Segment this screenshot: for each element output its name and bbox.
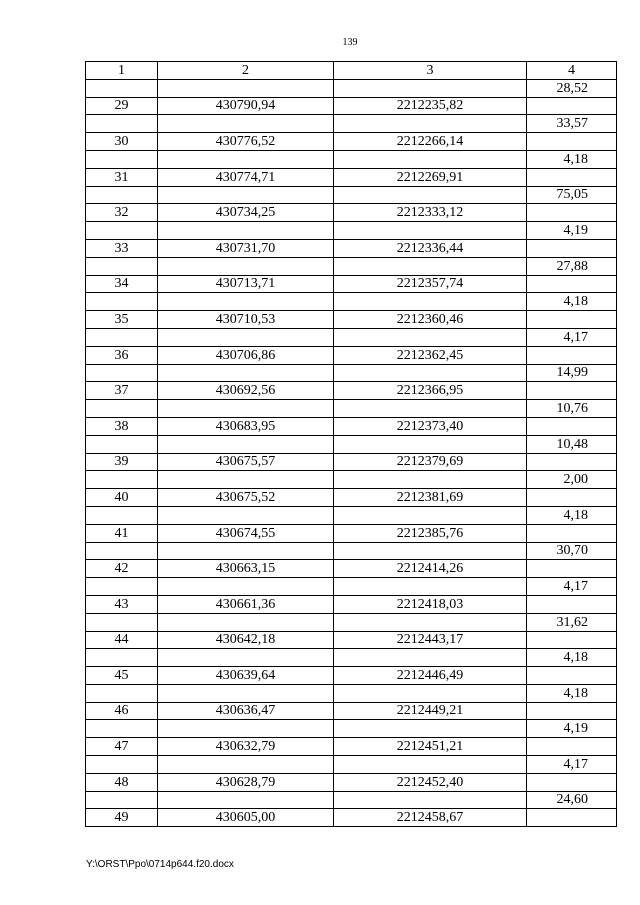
y-coordinate-cell: 2212333,12 <box>334 204 527 222</box>
distance-cell <box>527 773 617 791</box>
y-coordinate-cell <box>334 186 527 204</box>
y-coordinate-cell: 2212451,21 <box>334 738 527 756</box>
y-coordinate-cell: 2212449,21 <box>334 702 527 720</box>
point-number-cell <box>86 471 158 489</box>
y-coordinate-cell <box>334 756 527 774</box>
y-coordinate-cell <box>334 578 527 596</box>
distance-cell <box>527 97 617 115</box>
x-coordinate-cell: 430731,70 <box>158 239 334 257</box>
distance-cell <box>527 133 617 151</box>
distance-cell: 75,05 <box>527 186 617 204</box>
point-number-cell <box>86 79 158 97</box>
x-coordinate-cell <box>158 400 334 418</box>
table-row <box>86 631 617 649</box>
x-coordinate-cell: 430683,95 <box>158 417 334 435</box>
distance-cell: 10,76 <box>527 400 617 418</box>
table-row <box>86 204 617 222</box>
table-row <box>86 168 617 186</box>
table-row <box>86 578 617 596</box>
x-coordinate-cell: 430790,94 <box>158 97 334 115</box>
point-number-cell <box>86 293 158 311</box>
table-row <box>86 150 617 168</box>
x-coordinate-cell <box>158 471 334 489</box>
y-coordinate-cell: 2212414,26 <box>334 560 527 578</box>
y-coordinate-cell <box>334 293 527 311</box>
y-coordinate-cell: 2212266,14 <box>334 133 527 151</box>
y-coordinate-cell <box>334 471 527 489</box>
point-number-cell <box>86 257 158 275</box>
distance-cell <box>527 311 617 329</box>
table-row <box>86 417 617 435</box>
y-coordinate-cell <box>334 400 527 418</box>
distance-cell: 4,19 <box>527 222 617 240</box>
x-coordinate-cell: 430706,86 <box>158 346 334 364</box>
x-coordinate-cell <box>158 293 334 311</box>
point-number-cell: 33 <box>86 239 158 257</box>
distance-cell <box>527 667 617 685</box>
coordinates-table-body <box>86 62 617 827</box>
point-number-cell <box>86 506 158 524</box>
table-row <box>86 186 617 204</box>
table-row <box>86 346 617 364</box>
coordinates-table <box>85 61 617 827</box>
distance-cell <box>527 702 617 720</box>
point-number-cell: 29 <box>86 97 158 115</box>
x-coordinate-cell <box>158 257 334 275</box>
column-header-2: 2 <box>158 62 334 80</box>
point-number-cell: 36 <box>86 346 158 364</box>
x-coordinate-cell <box>158 115 334 133</box>
y-coordinate-cell: 2212446,49 <box>334 667 527 685</box>
point-number-cell: 46 <box>86 702 158 720</box>
table-row <box>86 738 617 756</box>
x-coordinate-cell <box>158 578 334 596</box>
y-coordinate-cell <box>334 613 527 631</box>
table-row <box>86 400 617 418</box>
distance-cell: 30,70 <box>527 542 617 560</box>
table-row <box>86 275 617 293</box>
x-coordinate-cell: 430734,25 <box>158 204 334 222</box>
y-coordinate-cell: 2212373,40 <box>334 417 527 435</box>
table-row <box>86 293 617 311</box>
x-coordinate-cell: 430642,18 <box>158 631 334 649</box>
x-coordinate-cell <box>158 756 334 774</box>
table-row <box>86 115 617 133</box>
x-coordinate-cell: 430675,52 <box>158 489 334 507</box>
y-coordinate-cell <box>334 364 527 382</box>
distance-cell <box>527 524 617 542</box>
distance-cell <box>527 204 617 222</box>
table-row <box>86 506 617 524</box>
distance-cell: 10,48 <box>527 435 617 453</box>
table-row <box>86 524 617 542</box>
distance-cell <box>527 168 617 186</box>
y-coordinate-cell: 2212452,40 <box>334 773 527 791</box>
distance-cell <box>527 489 617 507</box>
x-coordinate-cell <box>158 328 334 346</box>
point-number-cell <box>86 328 158 346</box>
table-row <box>86 239 617 257</box>
x-coordinate-cell <box>158 79 334 97</box>
x-coordinate-cell <box>158 542 334 560</box>
y-coordinate-cell: 2212458,67 <box>334 809 527 827</box>
distance-cell <box>527 239 617 257</box>
document-file-path: Y:\ORST\Ppo\0714p644.f20.docx <box>86 859 234 870</box>
x-coordinate-cell <box>158 720 334 738</box>
table-row <box>86 756 617 774</box>
y-coordinate-cell: 2212418,03 <box>334 595 527 613</box>
table-row <box>86 97 617 115</box>
distance-cell: 27,88 <box>527 257 617 275</box>
y-coordinate-cell <box>334 222 527 240</box>
x-coordinate-cell <box>158 222 334 240</box>
y-coordinate-cell: 2212362,45 <box>334 346 527 364</box>
table-row <box>86 311 617 329</box>
table-row <box>86 453 617 471</box>
table-row <box>86 364 617 382</box>
y-coordinate-cell <box>334 649 527 667</box>
point-number-cell <box>86 542 158 560</box>
column-header-4: 4 <box>527 62 617 80</box>
y-coordinate-cell: 2212366,95 <box>334 382 527 400</box>
table-row <box>86 649 617 667</box>
distance-cell <box>527 346 617 364</box>
distance-cell: 4,18 <box>527 684 617 702</box>
distance-cell: 4,17 <box>527 756 617 774</box>
y-coordinate-cell <box>334 684 527 702</box>
point-number-cell: 38 <box>86 417 158 435</box>
point-number-cell: 39 <box>86 453 158 471</box>
distance-cell <box>527 560 617 578</box>
column-header-1: 1 <box>86 62 158 80</box>
column-header-3: 3 <box>334 62 527 80</box>
x-coordinate-cell: 430713,71 <box>158 275 334 293</box>
point-number-cell <box>86 613 158 631</box>
y-coordinate-cell: 2212381,69 <box>334 489 527 507</box>
x-coordinate-cell <box>158 150 334 168</box>
y-coordinate-cell <box>334 506 527 524</box>
point-number-cell <box>86 364 158 382</box>
x-coordinate-cell: 430710,53 <box>158 311 334 329</box>
y-coordinate-cell <box>334 115 527 133</box>
distance-cell: 31,62 <box>527 613 617 631</box>
x-coordinate-cell: 430605,00 <box>158 809 334 827</box>
x-coordinate-cell: 430692,56 <box>158 382 334 400</box>
y-coordinate-cell <box>334 328 527 346</box>
distance-cell: 4,17 <box>527 578 617 596</box>
x-coordinate-cell: 430776,52 <box>158 133 334 151</box>
point-number-cell <box>86 756 158 774</box>
table-row <box>86 720 617 738</box>
x-coordinate-cell <box>158 186 334 204</box>
distance-cell: 4,18 <box>527 506 617 524</box>
y-coordinate-cell <box>334 542 527 560</box>
x-coordinate-cell <box>158 435 334 453</box>
point-number-cell: 42 <box>86 560 158 578</box>
y-coordinate-cell <box>334 257 527 275</box>
y-coordinate-cell <box>334 150 527 168</box>
point-number-cell: 32 <box>86 204 158 222</box>
point-number-cell: 31 <box>86 168 158 186</box>
point-number-cell: 34 <box>86 275 158 293</box>
point-number-cell <box>86 435 158 453</box>
table-row <box>86 791 617 809</box>
distance-cell <box>527 275 617 293</box>
point-number-cell <box>86 222 158 240</box>
distance-cell: 4,19 <box>527 720 617 738</box>
point-number-cell: 37 <box>86 382 158 400</box>
point-number-cell <box>86 649 158 667</box>
table-row <box>86 328 617 346</box>
distance-cell: 4,17 <box>527 328 617 346</box>
y-coordinate-cell: 2212443,17 <box>334 631 527 649</box>
distance-cell <box>527 595 617 613</box>
distance-cell <box>527 382 617 400</box>
x-coordinate-cell <box>158 791 334 809</box>
x-coordinate-cell <box>158 364 334 382</box>
point-number-cell <box>86 186 158 204</box>
table-row <box>86 702 617 720</box>
distance-cell <box>527 809 617 827</box>
point-number-cell <box>86 791 158 809</box>
distance-cell: 2,00 <box>527 471 617 489</box>
y-coordinate-cell: 2212379,69 <box>334 453 527 471</box>
x-coordinate-cell: 430632,79 <box>158 738 334 756</box>
point-number-cell <box>86 115 158 133</box>
distance-cell <box>527 453 617 471</box>
table-row <box>86 471 617 489</box>
y-coordinate-cell <box>334 435 527 453</box>
table-row <box>86 382 617 400</box>
y-coordinate-cell: 2212235,82 <box>334 97 527 115</box>
y-coordinate-cell <box>334 720 527 738</box>
distance-cell: 4,18 <box>527 150 617 168</box>
table-row <box>86 489 617 507</box>
y-coordinate-cell: 2212269,91 <box>334 168 527 186</box>
table-row <box>86 809 617 827</box>
x-coordinate-cell <box>158 506 334 524</box>
distance-cell <box>527 631 617 649</box>
point-number-cell <box>86 400 158 418</box>
x-coordinate-cell: 430661,36 <box>158 595 334 613</box>
y-coordinate-cell <box>334 791 527 809</box>
point-number-cell: 49 <box>86 809 158 827</box>
table-row <box>86 595 617 613</box>
distance-cell: 28,52 <box>527 79 617 97</box>
table-row <box>86 222 617 240</box>
x-coordinate-cell: 430774,71 <box>158 168 334 186</box>
table-row <box>86 133 617 151</box>
point-number-cell: 30 <box>86 133 158 151</box>
table-row <box>86 435 617 453</box>
point-number-cell <box>86 150 158 168</box>
x-coordinate-cell <box>158 684 334 702</box>
x-coordinate-cell: 430663,15 <box>158 560 334 578</box>
y-coordinate-cell: 2212360,46 <box>334 311 527 329</box>
x-coordinate-cell: 430675,57 <box>158 453 334 471</box>
x-coordinate-cell: 430674,55 <box>158 524 334 542</box>
distance-cell: 14,99 <box>527 364 617 382</box>
point-number-cell <box>86 684 158 702</box>
distance-cell: 4,18 <box>527 293 617 311</box>
point-number-cell: 35 <box>86 311 158 329</box>
table-row <box>86 257 617 275</box>
table-row <box>86 684 617 702</box>
y-coordinate-cell: 2212385,76 <box>334 524 527 542</box>
page-number: 139 <box>342 37 358 48</box>
point-number-cell: 44 <box>86 631 158 649</box>
table-row <box>86 773 617 791</box>
table-header-row <box>86 62 617 80</box>
x-coordinate-cell: 430636,47 <box>158 702 334 720</box>
x-coordinate-cell: 430639,64 <box>158 667 334 685</box>
point-number-cell: 41 <box>86 524 158 542</box>
table-row <box>86 667 617 685</box>
distance-cell <box>527 417 617 435</box>
x-coordinate-cell <box>158 613 334 631</box>
distance-cell: 24,60 <box>527 791 617 809</box>
y-coordinate-cell: 2212357,74 <box>334 275 527 293</box>
point-number-cell: 48 <box>86 773 158 791</box>
point-number-cell: 40 <box>86 489 158 507</box>
table-row <box>86 560 617 578</box>
point-number-cell: 47 <box>86 738 158 756</box>
point-number-cell <box>86 720 158 738</box>
distance-cell: 4,18 <box>527 649 617 667</box>
point-number-cell: 43 <box>86 595 158 613</box>
distance-cell <box>527 738 617 756</box>
table-row <box>86 542 617 560</box>
distance-cell: 33,57 <box>527 115 617 133</box>
table-row <box>86 613 617 631</box>
point-number-cell <box>86 578 158 596</box>
x-coordinate-cell: 430628,79 <box>158 773 334 791</box>
table-row <box>86 79 617 97</box>
x-coordinate-cell <box>158 649 334 667</box>
point-number-cell: 45 <box>86 667 158 685</box>
y-coordinate-cell <box>334 79 527 97</box>
y-coordinate-cell: 2212336,44 <box>334 239 527 257</box>
